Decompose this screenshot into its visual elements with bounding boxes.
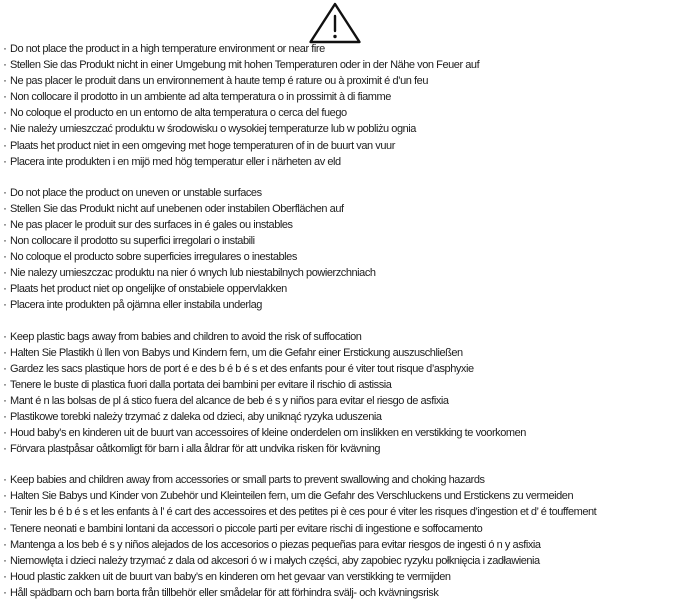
bullet-icon: ·: [3, 281, 7, 296]
warning-line: [0, 232, 679, 248]
bullet-icon: ·: [3, 360, 7, 375]
bullet-icon: ·: [3, 488, 7, 503]
warning-text: Gardez les sacs plastique hors de port é e des b é b é s et des enfants pour é viter tout risque d’asphyxie: [10, 362, 474, 375]
bullet-icon: ·: [3, 328, 7, 343]
bullet-icon: ·: [3, 153, 7, 168]
bullet-icon: ·: [3, 41, 7, 55]
warning-text: Houd baby’s en kinderen uit de buurt van accessoires of kleine onderdelen om inslikken en verstikking te voorkomen: [10, 427, 526, 440]
bullet-icon: ·: [3, 584, 7, 599]
bullet-icon: ·: [3, 57, 7, 72]
bullet-icon: ·: [3, 137, 7, 152]
warning-text: Stellen Sie das Produkt nicht auf unebenen oder instabilen Oberflächen auf: [10, 202, 344, 215]
bullet-icon: ·: [3, 425, 7, 440]
warning-line: [0, 200, 679, 216]
bullet-icon: ·: [3, 376, 7, 391]
warning-line: [0, 153, 679, 169]
warning-text: Plaats het product niet in een omgeving met hoge temperaturen of in de buurt van vuur: [10, 139, 395, 152]
warning-line: [0, 471, 679, 487]
warning-text: Mantenga a los beb é s y niños alejados de los accesorios o piezas pequeñas para evitar riesgos de ingesti ó n y asfixia: [10, 538, 541, 551]
warning-line: [0, 536, 679, 552]
warning-text: Placera inte produkten på ojämna eller instabila underlag: [10, 299, 262, 312]
warning-text: Keep babies and children away from accessories or small parts to prevent swallowing and choking hazards: [10, 474, 485, 487]
warning-line: [0, 264, 679, 280]
bullet-icon: ·: [3, 216, 7, 231]
bullet-icon: ·: [3, 441, 7, 456]
warning-line: [0, 248, 679, 264]
warning-text: Placera inte produkten i en mijö med hög temperatur eller i närheten av eld: [10, 155, 341, 168]
warning-line: [0, 296, 679, 312]
bullet-icon: ·: [3, 472, 7, 487]
warning-text: Non collocare il prodotto in un ambiente ad alta temperatura o in prossimit à di fiamme: [10, 91, 391, 104]
bullet-icon: ·: [3, 249, 7, 264]
warning-text: Tenere le buste di plastica fuori dalla portata dei bambini per evitare il rischio di astissia: [10, 378, 392, 391]
warning-line: [0, 344, 679, 360]
warning-line: [0, 328, 679, 344]
warnings-list: [0, 40, 679, 600]
warning-text: Niemowlęta i dzieci należy trzymać z dala od akcesori ó w i małych części, aby zapobiec ryzyku połknięcia i zadławienia: [10, 554, 540, 567]
warning-line: [0, 520, 679, 536]
bullet-icon: ·: [3, 408, 7, 423]
warning-line: [0, 584, 679, 600]
warning-text: Håll spädbarn och barn borta från tillbehör eller smådelar för att förhindra svälj- och kvävningsrisk: [10, 586, 439, 599]
bullet-icon: ·: [3, 297, 7, 312]
bullet-icon: ·: [3, 520, 7, 535]
warning-text: Nie należy umieszczać produktu w środowisku o wysokiej temperaturze lub w pobliżu ognia: [10, 123, 416, 136]
warning-line: [0, 137, 679, 153]
bullet-icon: ·: [3, 392, 7, 407]
warning-line: [0, 280, 679, 296]
warning-line: [0, 487, 679, 503]
bullet-icon: ·: [3, 233, 7, 248]
high-temperature-warning: [0, 40, 679, 169]
bullet-icon: ·: [3, 105, 7, 120]
warning-line: [0, 552, 679, 568]
warning-text: No coloque el producto en un entorno de alta temperatura o cerca del fuego: [10, 107, 347, 120]
warning-text: Ne pas placer le produit sur des surfaces in é gales ou instables: [10, 218, 293, 231]
warning-text: Mant é n las bolsas de pl á stico fuera del alcance de beb é s y niños para evitar el riesgo de asfixia: [10, 394, 449, 407]
warning-line: [0, 503, 679, 519]
warning-line: [0, 216, 679, 232]
bullet-icon: ·: [3, 344, 7, 359]
warning-line: [0, 440, 679, 456]
warning-text: Tenere neonati e bambini lontani da accessori o piccole parti per evitare rischi di ingestione e soffocamento: [10, 522, 483, 535]
warning-line: [0, 40, 679, 56]
warning-triangle-icon: [307, 1, 363, 45]
warning-line: [0, 72, 679, 88]
warning-line: [0, 88, 679, 104]
warning-line: [0, 424, 679, 440]
warning-text: Förvara plastpåsar oåtkomligt för barn i alla åldrar för att undvika risken för kvävning: [10, 443, 381, 456]
warning-text: Halten Sie Plastikh ü llen von Babys und Kindern fern, um die Gefahr einer Erstickung auszuschließen: [10, 346, 463, 359]
unstable-surface-warning: [0, 184, 679, 313]
warning-line: [0, 408, 679, 424]
warning-text: Stellen Sie das Produkt nicht in einer Umgebung mit hohen Temperaturen oder in der Nähe von Feuer auf: [10, 59, 480, 72]
warning-line: [0, 120, 679, 136]
bullet-icon: ·: [3, 504, 7, 519]
warning-text: Non collocare il prodotto su superfici irregolari o instabili: [10, 235, 255, 248]
warning-text: Plastikowe torebki należy trzymać z daleka od dzieci, aby uniknąć ryzyka uduszenia: [10, 410, 382, 423]
warning-text: Halten Sie Babys und Kinder von Zubehör und Kleinteilen fern, um die Gefahr des Verschluckens und Erstickens zu vermeiden: [10, 490, 574, 503]
warning-text: No coloque el producto sobre superficies irregulares o inestables: [10, 251, 297, 264]
warning-line: [0, 568, 679, 584]
warning-line: [0, 184, 679, 200]
bullet-icon: ·: [3, 568, 7, 583]
bullet-icon: ·: [3, 73, 7, 88]
bullet-icon: ·: [3, 89, 7, 104]
warning-line: [0, 104, 679, 120]
warning-line: [0, 392, 679, 408]
warning-text: Ne pas placer le produit dans un environnement à haute temp é rature ou à proximit é d’un feu: [10, 75, 428, 88]
bullet-icon: ·: [3, 265, 7, 280]
warning-text: Plaats het product niet op ongelijke of onstabiele oppervlakken: [10, 283, 287, 296]
plastic-bag-warning: [0, 328, 679, 457]
warning-text: Do not place the product on uneven or unstable surfaces: [10, 186, 262, 199]
bullet-icon: ·: [3, 121, 7, 136]
warning-text: Houd plastic zakken uit de buurt van baby’s en kinderen om het gevaar van verstikking te vermijden: [10, 570, 451, 583]
bullet-icon: ·: [3, 536, 7, 551]
bullet-icon: ·: [3, 184, 7, 199]
warning-line: [0, 376, 679, 392]
bullet-icon: ·: [3, 552, 7, 567]
small-parts-warning: [0, 471, 679, 600]
warning-text: Nie nalezy umieszczac produktu na nier ó wnych lub niestabilnych powierzchniach: [10, 267, 376, 280]
warning-text: Keep plastic bags away from babies and children to avoid the risk of suffocation: [10, 330, 362, 343]
warning-text: Do not place the product in a high temperature environment or near fire: [10, 43, 325, 55]
warning-line: [0, 56, 679, 72]
warning-line: [0, 360, 679, 376]
bullet-icon: ·: [3, 200, 7, 215]
warning-text: Tenir les b é b é s et les enfants à l’ é cart des accessoires et des petites pi è ces pour é viter les risques d’ingestion et d’ é touffement: [10, 506, 597, 519]
